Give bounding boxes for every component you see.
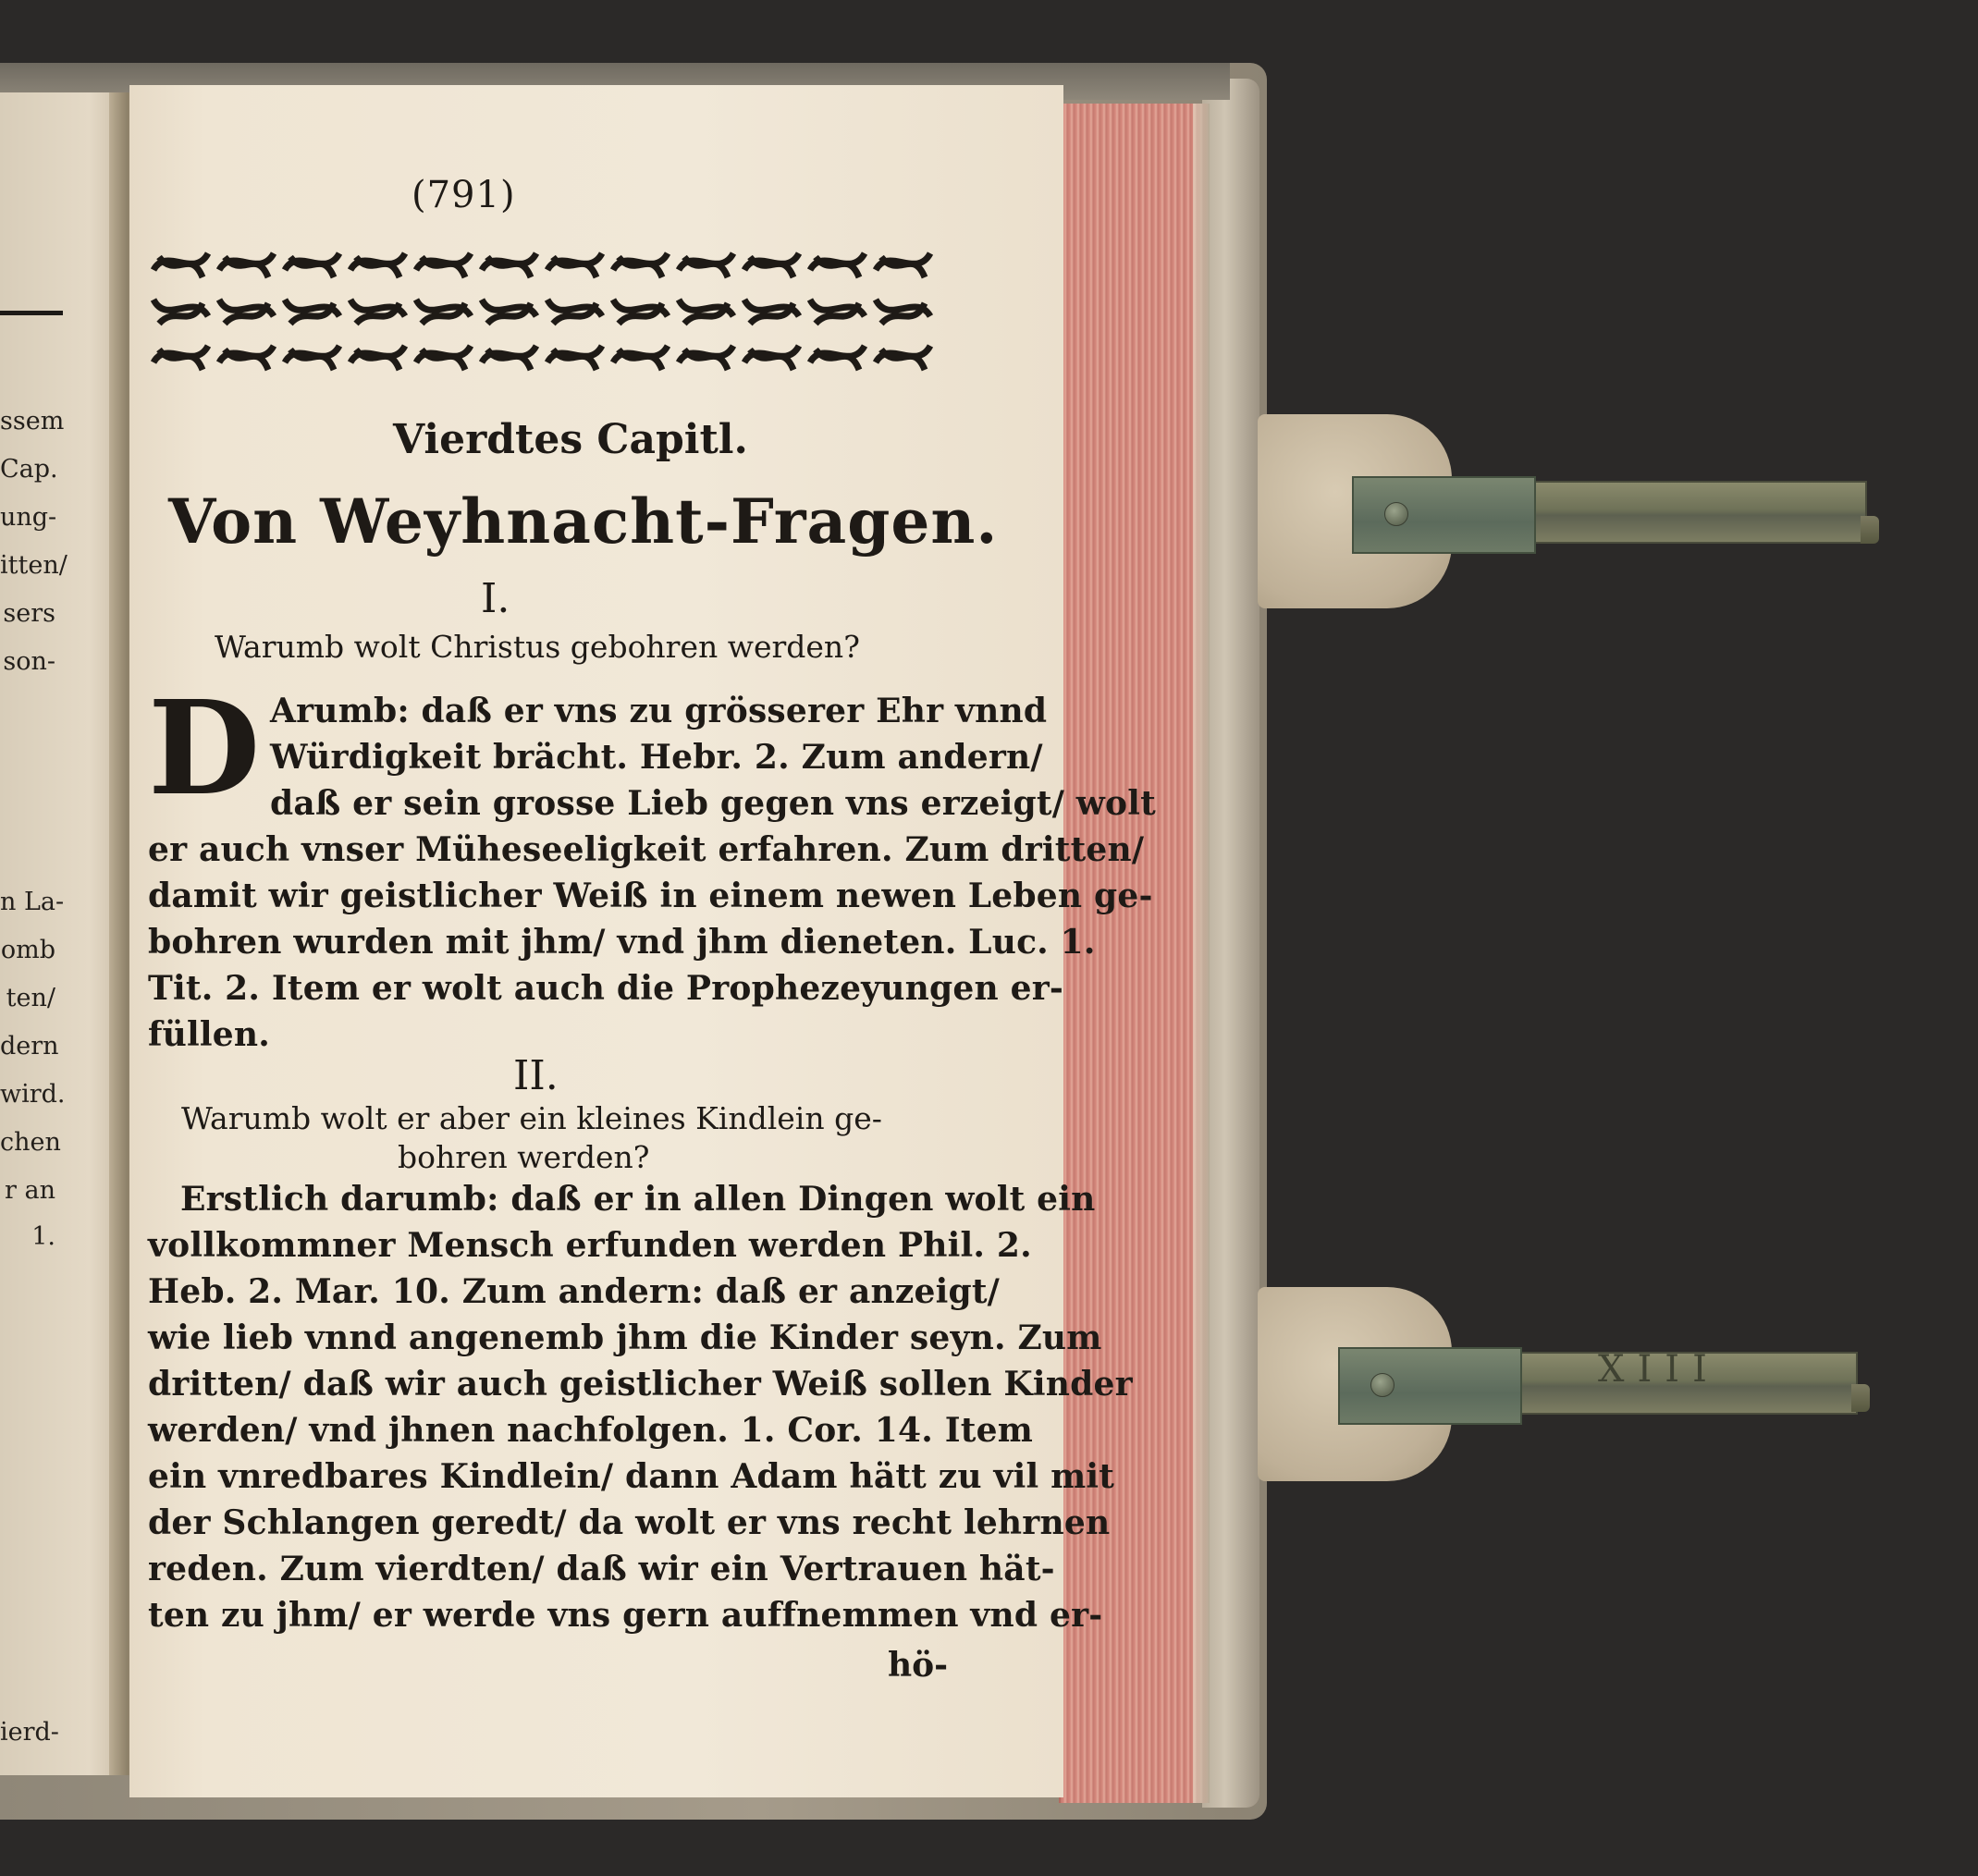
body-line: Arumb: daß er vns zu grösserer Ehr vnnd: [270, 692, 1048, 730]
rivet-icon: [1384, 502, 1408, 526]
ornament-scroll: [679, 346, 733, 370]
body-line: Würdigkeit brächt. Hebr. 2. Zum andern/: [270, 738, 1043, 777]
section-numeral: II.: [513, 1052, 559, 1099]
ornament-scroll: [547, 300, 602, 324]
ornament-scroll: [285, 300, 339, 324]
body-line: Erstlich darumb: daß er in allen Dingen wolt ein: [180, 1180, 1096, 1219]
ornament-scroll: [285, 253, 339, 277]
left-fragment: wird.: [0, 1080, 66, 1109]
ornament-scroll: [679, 300, 733, 324]
ornament-scroll: [876, 346, 930, 370]
section-question: bohren werden?: [398, 1139, 650, 1175]
ornament-scroll: [154, 300, 208, 324]
left-fragment: sers: [3, 599, 55, 628]
clasp-mark: XIII: [1598, 1348, 1720, 1391]
ornament-scroll: [744, 346, 799, 370]
body-line: daß er sein grosse Lieb gegen vns erzeigt/ wolt: [270, 784, 1156, 823]
ornament-scroll: [482, 300, 536, 324]
page-number: (791): [412, 174, 516, 216]
chapter-title: Von Weyhnacht-Fragen.: [168, 485, 999, 558]
left-fragment: 1.: [31, 1222, 55, 1251]
ornament-scroll: [416, 300, 471, 324]
ornament-scroll: [416, 253, 471, 277]
left-fragment: n La-: [0, 888, 65, 916]
body-line: ein vnredbares Kindlein/ dann Adam hätt zu vil mit: [148, 1457, 1115, 1496]
body-line: dritten/ daß wir auch geistlicher Weiß sollen Kinder: [148, 1365, 1133, 1404]
body-line: wie lieb vnnd angenemb jhm die Kinder seyn. Zum: [148, 1318, 1102, 1357]
ornament-scroll: [810, 300, 865, 324]
left-fragment: ten/: [6, 984, 55, 1012]
drop-cap: D: [148, 673, 261, 825]
left-fragment: r an: [5, 1176, 55, 1205]
ornament-scroll: [219, 300, 274, 324]
left-fragment: itten/: [0, 551, 68, 580]
section-question: Warumb wolt Christus gebohren werden?: [215, 629, 860, 665]
ornament-scroll: [679, 253, 733, 277]
body-line: ten zu jhm/ er werde vns gern auffnemmen vnd er-: [148, 1596, 1103, 1635]
ornament-scroll: [876, 300, 930, 324]
body-line: der Schlangen geredt/ da wolt er vns recht lehrnen: [148, 1503, 1111, 1542]
ornament-scroll: [154, 346, 208, 370]
body-line: vollkommner Mensch erfunden werden Phil. 2.: [148, 1226, 1032, 1265]
ornament-scroll: [876, 253, 930, 277]
ornament-scroll: [285, 346, 339, 370]
ornament-scroll: [810, 253, 865, 277]
fore-edge-shade: [1193, 104, 1210, 1803]
body-line: werden/ vnd jhnen nachfolgen. 1. Cor. 14. Item: [148, 1411, 1033, 1450]
body-line: reden. Zum vierdten/ daß wir ein Vertrauen hät-: [148, 1550, 1055, 1588]
left-fragment: chen: [0, 1128, 61, 1157]
left-fragment: ierd-: [0, 1718, 59, 1747]
ornament-scroll: [154, 253, 208, 277]
left-fragment: son-: [3, 647, 55, 676]
cover-edge: [1202, 79, 1259, 1808]
ornament-scroll: [219, 346, 274, 370]
ornament-band: [148, 242, 936, 381]
body-line: damit wir geistlicher Weiß in einem newen Leben ge-: [148, 877, 1153, 915]
rivet-icon: [1370, 1373, 1394, 1397]
ornament-scroll: [547, 346, 602, 370]
catchword: hö-: [888, 1646, 949, 1685]
body-line: füllen.: [148, 1015, 271, 1054]
left-page-rule: [0, 311, 63, 315]
ornament-scroll: [613, 253, 668, 277]
ornament-scroll: [482, 253, 536, 277]
ornament-scroll: [416, 346, 471, 370]
clasp-plate-upper: [1352, 476, 1536, 554]
ornament-scroll: [744, 253, 799, 277]
body-line: Tit. 2. Item er wolt auch die Prophezeyungen er-: [148, 969, 1064, 1008]
ornament-scroll: [350, 253, 405, 277]
left-fragment: omb: [0, 936, 55, 964]
clasp-tip-lower: [1851, 1384, 1870, 1412]
ornament-scroll: [350, 300, 405, 324]
body-line: Heb. 2. Mar. 10. Zum andern: daß er anzeigt/: [148, 1272, 1001, 1311]
body-line: bohren wurden mit jhm/ vnd jhm dieneten. Luc. 1.: [148, 923, 1096, 962]
ornament-scroll: [547, 253, 602, 277]
ornament-scroll: [744, 300, 799, 324]
section-question: Warumb wolt er aber ein kleines Kindlein ge-: [181, 1100, 882, 1136]
clasp-tip-upper: [1861, 516, 1879, 544]
ornament-scroll: [219, 253, 274, 277]
body-line: er auch vnser Müheseeligkeit erfahren. Zum dritten/: [148, 830, 1145, 869]
left-fragment: dern: [0, 1032, 59, 1061]
ornament-scroll: [482, 346, 536, 370]
ornament-scroll: [613, 300, 668, 324]
section-numeral: I.: [481, 575, 510, 622]
clasp-plate-lower: [1338, 1347, 1522, 1425]
chapter-heading: Vierdtes Capitl.: [393, 416, 748, 463]
ornament-scroll: [810, 346, 865, 370]
left-fragment: ung-: [0, 503, 57, 532]
left-fragment: Cap.: [0, 455, 58, 484]
ornament-scroll: [613, 346, 668, 370]
ornament-scroll: [350, 346, 405, 370]
left-fragment: ssem: [0, 407, 65, 435]
